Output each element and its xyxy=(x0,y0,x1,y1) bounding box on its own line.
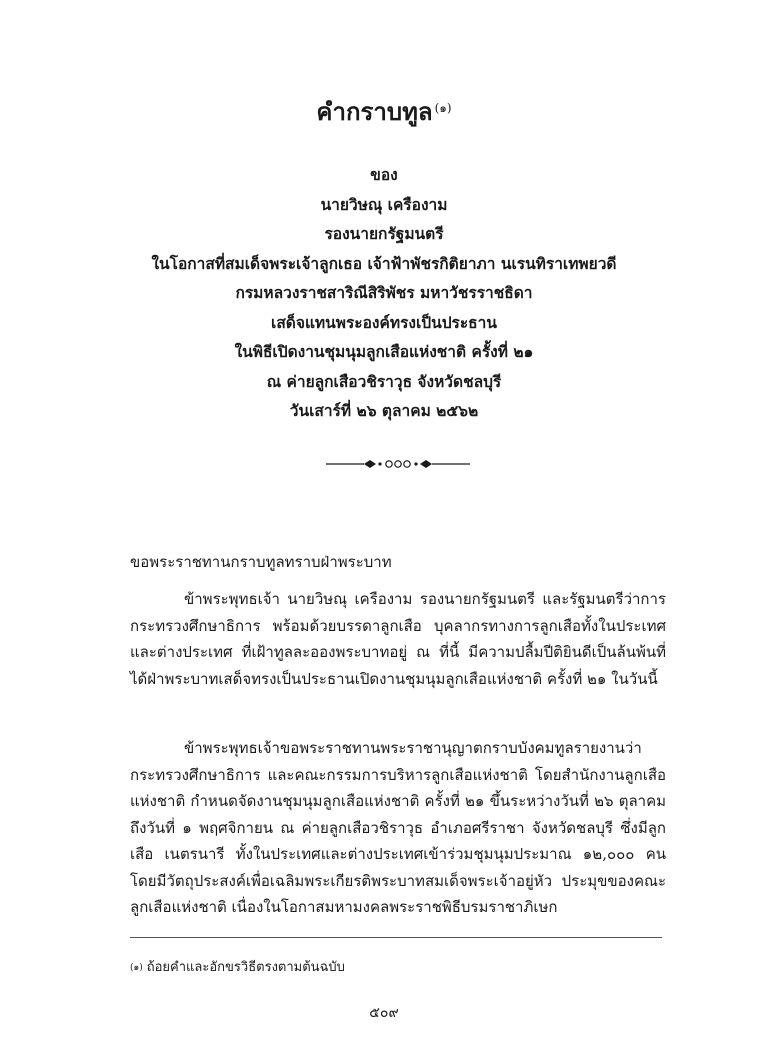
footnote xyxy=(130,958,345,978)
ornament-divider xyxy=(324,455,472,473)
salutation: ขอพระราชทานกราบทูลทราบฝ่าพระบาท xyxy=(130,553,392,571)
header-line-venue: ณ ค่ายลูกเสือวชิราวุธ จังหวัดชลบุรี xyxy=(266,371,502,391)
header-line-occasion: ในโอกาสที่สมเด็จพระเจ้าลูกเธอ เจ้าฟ้าพัชรกิติยาภา นเรนทิราเทพยวดี xyxy=(151,253,617,273)
header-line-speaker-position: รองนายกรัฐมนตรี xyxy=(324,224,444,243)
header-line-date: วันเสาร์ที่ ๒๖ ตุลาคม ๒๕๖๒ xyxy=(289,401,479,420)
header-line-speaker-name: นายวิษณุ เครืองาม xyxy=(320,194,448,214)
title-text: คำกราบทูล xyxy=(316,97,433,126)
footnote-marker: (๑) xyxy=(130,963,143,973)
footnote-divider xyxy=(130,937,662,938)
page-number: ๕๐๙ xyxy=(369,1005,399,1021)
body-paragraph-2 xyxy=(130,735,666,921)
header-line-ceremony: ในพิธีเปิดงานชุมนุมลูกเสือแห่งชาติ ครั้งที่ ๒๑ xyxy=(234,342,534,361)
footnote-text: ถ้อยคำและอักขรวิธีตรงตามต้นฉบับ xyxy=(146,960,345,975)
document-title xyxy=(0,96,768,128)
header-line-of: ของ xyxy=(370,165,398,184)
header-block xyxy=(40,160,728,426)
header-line-royal-title: กรมหลวงราชสาริณีสิริพัชร มหาวัชรราชธิดา xyxy=(235,283,533,302)
paragraph-text: ข้าพระพุทธเจ้า นายวิษณุ เครืองาม รองนายกรัฐมนตรี และรัฐมนตรีว่าการกระทรวงศึกษาธิการ พร้อมด้วยบรรดาลูกเสือ บุคลากรทางการลูกเสือทั้งในประเทศและต่างประเทศ ที่เฝ้าทูลละอองพระบาทอยู่ ณ ที่นี้ มีความปลื้มปีติยินดีเป็นล้นพ้นที่ได้ฝ่าพระบาทเสด็จทรงเป็นประธานเปิดงานชุมนุมลูกเสือแห่งชาติ ครั้งที่ ๒๑ ในวันนี้ xyxy=(130,590,666,688)
header-line-presiding: เสด็จแทนพระองค์ทรงเป็นประธาน xyxy=(271,312,497,332)
title-footnote-marker: (๑) xyxy=(434,101,452,115)
body-paragraph-1 xyxy=(130,586,666,692)
paragraph-text: ข้าพระพุทธเจ้าขอพระราชทานพระราชานุญาตกราบบังคมทูลรายงานว่า กระทรวงศึกษาธิการ และคณะกรรมการบริหารลูกเสือแห่งชาติ โดยสำนักงานลูกเสือแห่งชาติ กำหนดจัดงานชุมนุมลูกเสือแห่งชาติ ครั้งที่ ๒๑ ขึ้นระหว่างวันที่ ๒๖ ตุลาคม ถึงวันที่ ๑ พฤศจิกายน ณ ค่ายลูกเสือวชิราวุธ อำเภอศรีราชา จังหวัดชลบุรี ซึ่งมีลูกเสือ เนตรนารี ทั้งในประเทศและต่างประเทศเข้าร่วมชุมนุมประมาณ ๑๒,๐๐๐ คน โดยมีวัตถุประสงค์เพื่อเฉลิมพระเกียรติพระบาทสมเด็จพระเจ้าอยู่หัว ประมุขของคณะลูกเสือแห่งชาติ เนื่องในโอกาสมหามงคลพระราชพิธีบรมราชาภิเษก xyxy=(130,739,666,916)
